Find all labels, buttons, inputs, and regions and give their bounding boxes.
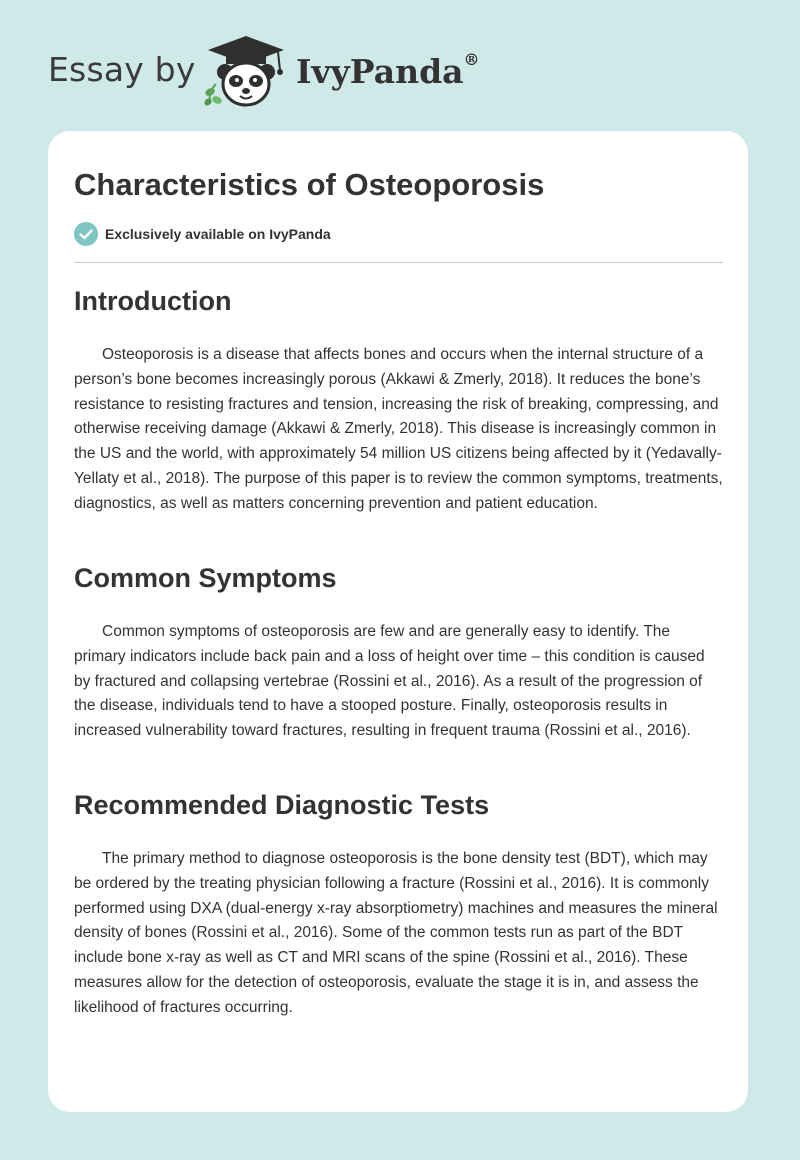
check-circle-icon xyxy=(74,222,98,246)
section-diagnostic-tests xyxy=(74,790,724,1021)
essay-by-label: Essay by xyxy=(48,50,196,89)
section-heading: Introduction xyxy=(74,286,232,316)
site-header xyxy=(0,0,800,120)
brand-name[interactable] xyxy=(296,52,480,91)
section-heading: Common Symptoms xyxy=(74,563,337,593)
registered-mark: ® xyxy=(463,50,480,69)
divider xyxy=(74,262,723,263)
section-introduction xyxy=(74,286,724,517)
exclusive-badge-text: Exclusively available on IvyPanda xyxy=(105,226,331,242)
section-common-symptoms xyxy=(74,563,724,744)
page-title: Characteristics of Osteoporosis xyxy=(74,167,545,202)
section-paragraph: The primary method to diagnose osteoporosis is the bone density test (BDT), which may be ordered by the treating physician following a fracture (Rossini et al., 2016). It is commonly performed using DXA (dual-energy x-ray absorptiometry) machines and measures the mineral density of bones (Rossini et al., 2016). Some of the common tests run as part of the BDT include bone x-ray as well as CT and MRI scans of the spine (Rossini et al., 2016). These measures allow for the detection of osteoporosis, evaluate the stage it is in, and assess the likelihood of fractures occurring. xyxy=(74,850,718,1016)
essay-card xyxy=(48,131,748,1112)
section-paragraph: Common symptoms of osteoporosis are few and are generally easy to identify. The primary indicators include back pain and a loss of height over time – this condition is caused by fractured and collapsing vertebrae (Rossini et al., 2016). As a result of the progression of the disease, individuals tend to have a stooped posture. Finally, osteoporosis results in increased vulnerability toward fractures, resulting in frequent trauma (Rossini et al., 2016). xyxy=(74,623,705,740)
section-paragraph: Osteoporosis is a disease that affects bones and occurs when the internal structure of a person’s bone becomes increasingly porous (Akkawi & Zmerly, 2018). It reduces the bone’s resistance to resisting fractures and tension, increasing the risk of breaking, compressing, and otherwise receiving damage (Akkawi & Zmerly, 2018). This disease is increasingly common in the US and the world, with approximately 54 million US citizens being affected by it (Yedavally-Yellaty et al., 2018). The purpose of this paper is to review the common symptoms, treatments, diagnostics, as well as matters concerning prevention and patient education. xyxy=(74,346,723,512)
brand-name-text: IvyPanda xyxy=(296,52,464,91)
panda-graduate-icon[interactable] xyxy=(200,34,292,108)
section-heading: Recommended Diagnostic Tests xyxy=(74,790,490,820)
exclusive-badge xyxy=(74,222,331,246)
